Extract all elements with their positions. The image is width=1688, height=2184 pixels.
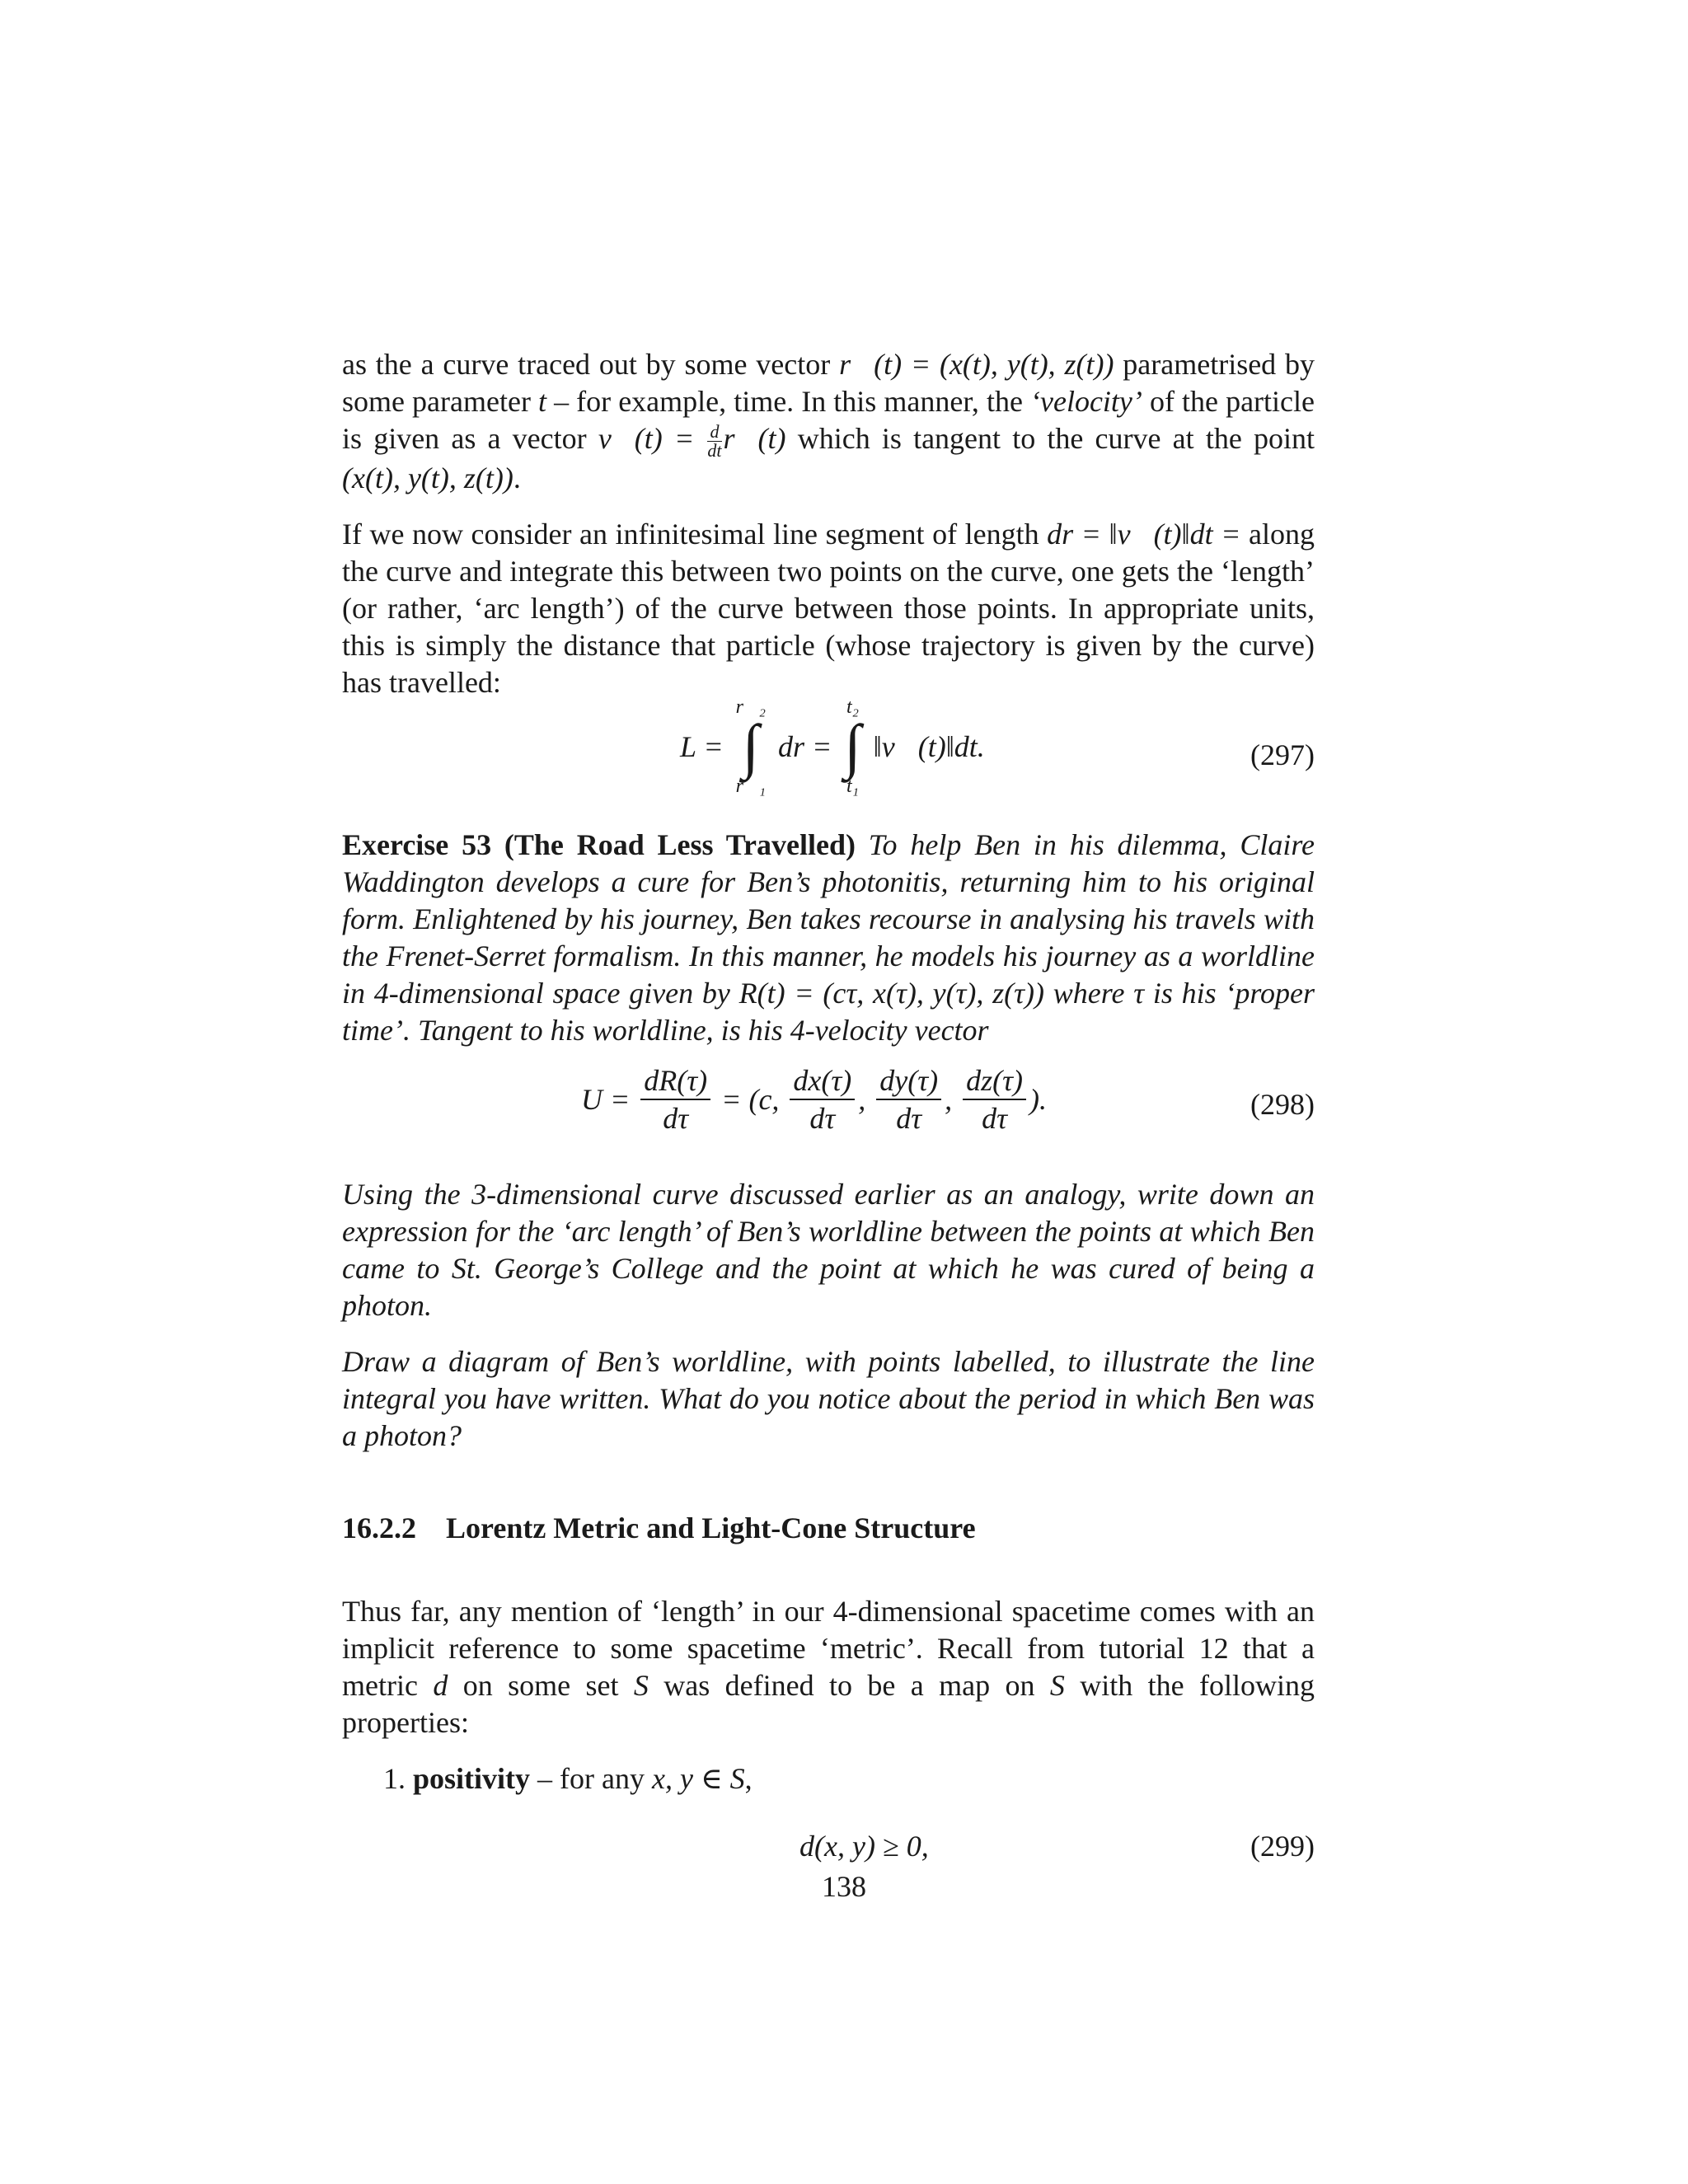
page-number: 138 — [822, 1870, 866, 1903]
exercise-paragraph-3: Draw a diagram of Ben’s worldline, with points labelled, to illustrate the line integral you have written. What do you notice about the period in which Ben was a photon? — [342, 1345, 1315, 1453]
math-inline: r⃗(t) = (x(t), y(t), z(t)) — [839, 348, 1114, 381]
emphasis: ‘velocity’ — [1030, 385, 1142, 418]
math-inline: R(t) = (cτ, x(τ), y(τ), z(τ)) — [738, 977, 1045, 1010]
paragraph-metric: Thus far, any mention of ‘length’ in our 4-dimensional spacetime comes with an implicit reference to some spacetime ‘metric’. Recall from tutorial 12 that a metric d on some set S was defined to be a map on S with the following properties: — [342, 1595, 1315, 1740]
equation-297: L = r⃗₂ ∫ r⃗₁ dr = t₂ ∫ t₁ ‖v⃗(t)‖dt. (297) — [680, 696, 1315, 798]
math-inline: S — [1049, 1669, 1065, 1703]
math-inline: τ — [1133, 977, 1145, 1010]
math-inline: dr = ‖v⃗(t)‖dt = — [1047, 518, 1241, 551]
equation-number: (299) — [1250, 1830, 1315, 1863]
exercise-paragraph-2: Using the 3-dimensional curve discussed earlier as an analogy, write down an expression for the ‘arc length’ of Ben’s worldline between the points at which Ben came to St. George’s College and the point at which he was cured of being a photon. — [342, 1178, 1315, 1323]
section-heading: 16.2.2 Lorentz Metric and Light-Cone Structure — [342, 1511, 976, 1545]
integral-sign: r⃗₂ ∫ r⃗₁ — [735, 696, 767, 798]
page-body — [342, 346, 1315, 1870]
math-inline: t — [538, 385, 547, 418]
equation-299: d(x, y) ≥ 0, (299) — [799, 1830, 1315, 1863]
math-inline: v⃗(t) = — [598, 422, 706, 455]
paragraph-arc-length: If we now consider an infinitesimal line segment of length dr = ‖v⃗(t)‖dt = along the curve and integrate this between two points on the curve, one gets the ‘length’ (or rather, ‘arc length’) of the curve between those points. In appropriate units, this is simply the distance that particle (whose trajectory is given by the curve) has travelled: — [342, 518, 1315, 700]
equation-number: (298) — [1250, 1088, 1315, 1122]
math-inline: (x(t), y(t), z(t)) — [342, 462, 513, 495]
fraction: $\frac{dx(\tau)}{d\tau}$ — [790, 1062, 855, 1137]
exercise-heading: Exercise 53 (The Road Less Travelled) — [342, 828, 856, 862]
exercise-53: Exercise 53 (The Road Less Travelled) To help Ben in his dilemma, Claire Waddington develops a cure for Ben’s photonitis, returning him to his original form. Enlightened by his journey, Ben takes recourse in analysing his travels with the Frenet-Serret formalism. In this manner, he models his journey as a worldline in 4-dimensional space given by R(t) = (cτ, x(τ), y(τ), z(τ)) where τ is his ‘proper time’. Tangent to his worldline, is his 4-velocity vector — [342, 828, 1315, 1047]
math-inline: x, y ∈ S — [651, 1762, 745, 1796]
fraction: $\frac{dz(\tau)}{d\tau}$ — [963, 1062, 1026, 1137]
math-inline: S — [633, 1669, 649, 1703]
paragraph-curve: as the a curve traced out by some vector r⃗(t) = (x(t), y(t), z(t)) parametrised by some parameter t – for example, time. In this manner, the ‘velocity’ of the particle is given as a vector v⃗(t) = $\frac{d}{dt}$ r⃗(t) which is tangent to the curve at the point (x(t), y(t), z(t)). — [342, 348, 1315, 495]
equation-298: U = $\frac{dR(\tau)}{d\tau}$ = (c, $\frac{dx(\tau)}{d\tau}$ , $\frac{dy(\tau)}{d\tau}$ , $\frac{dz(\tau)}{d\tau}$ ). (298) — [581, 1064, 1315, 1136]
integral-sign: t₂ ∫ t₁ — [844, 696, 861, 798]
small-fraction: $\frac{d}{dt}$ — [707, 421, 722, 462]
equation-number: (297) — [1250, 738, 1315, 772]
math-inline: d — [433, 1669, 448, 1703]
math-inline: r⃗(t) — [723, 422, 786, 455]
fraction: $\frac{dR(\tau)}{d\tau}$ — [640, 1062, 710, 1137]
fraction: $\frac{dy(\tau)}{d\tau}$ — [876, 1062, 941, 1137]
list-item: 1. positivity – for any x, y ∈ S, — [383, 1762, 753, 1796]
